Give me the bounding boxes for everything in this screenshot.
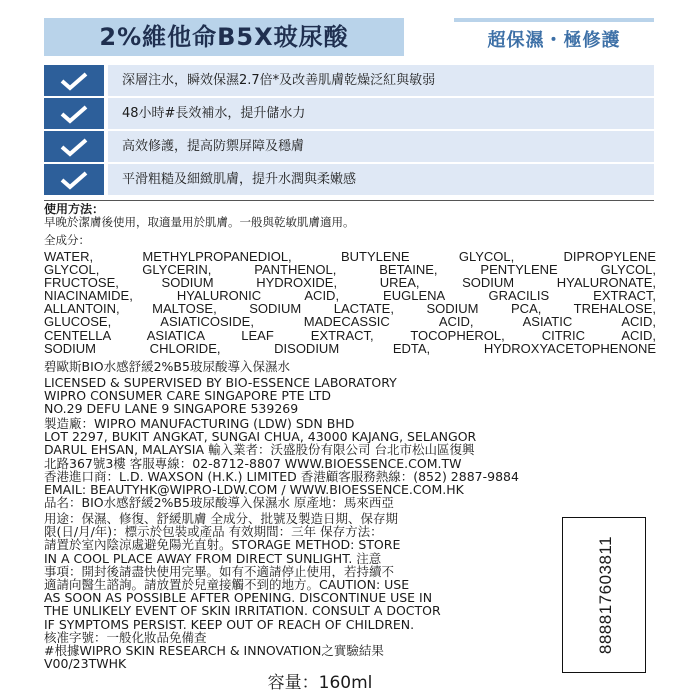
ingredient-line: GLUCOSE, ASIATICOSIDE, MADECASSIC ACID, ASIATIC ACID, — [44, 314, 656, 330]
ingredient-line: NIACINAMIDE, HYALURONIC ACID, EUGLENA GRACILIS EXTRACT, — [44, 288, 656, 304]
header — [44, 18, 656, 58]
research-note: #根據WIPRO SKIN RESEARCH & INNOVATION之實驗結果 — [44, 644, 384, 658]
check-icon — [44, 98, 104, 129]
usage-line: IF SYMPTOMS PERSIST. KEEP OUT OF REACH OF CHILDREN. — [44, 617, 415, 631]
hk-import-line: EMAIL: BEAUTYHK@WIPRO-LDW.COM / WWW.BIOESSENCE.COM.HK — [44, 483, 464, 497]
ingredient-line: FRUCTOSE, SODIUM HYDROXIDE, UREA, SODIUM HYALURONATE, — [44, 275, 656, 291]
version-code: V00/23TWHK — [44, 657, 127, 671]
ingredient-line: WATER, METHYLPROPANEDIOL, BUTYLENE GLYCOL, DIPROPYLENE — [44, 249, 656, 264]
volume-text: 容量：160ml — [267, 673, 373, 693]
usage-line: 限(日/月/年)：標示於包裝或產品 有效期間：三年 保存方法： — [44, 525, 383, 539]
benefit-item — [44, 65, 654, 96]
benefit-list — [44, 65, 654, 197]
usage-line: 請置於室內陰涼處避免陽光直射。STORAGE METHOD: STORE — [44, 538, 401, 552]
check-icon — [44, 164, 104, 195]
usage-line: AS SOON AS POSSIBLE AFTER OPENING. DISCONTINUE USE IN — [44, 591, 433, 605]
usage-line: IN A COOL PLACE AWAY FROM DIRECT SUNLIGHT. 注意 — [44, 551, 382, 565]
check-icon — [44, 65, 104, 96]
volume — [44, 668, 656, 693]
barcode-number: 888817603811 — [596, 535, 615, 655]
approval-line: 核准字號：一般化妝品免備查 — [44, 630, 207, 645]
ingredients-list — [44, 250, 656, 355]
benefit-text: 高效修護，提高防禦屏障及穩膚 — [108, 131, 654, 162]
benefit-item — [44, 131, 654, 162]
manufacturer-line: 製造廠：WIPRO MANUFACTURING (LDW) SDN BHD — [44, 417, 355, 431]
license-line: WIPRO CONSUMER CARE SINGAPORE PTE LTD — [44, 389, 331, 403]
hk-import-line: 香港進口商：L.D. WAXSON (H.K.) LIMITED 香港顧客服務熱線：(852) 2887-9884 — [44, 470, 519, 484]
title-name: 維他命B5X玻尿酸 — [142, 23, 349, 51]
ingredient-line: SODIUM CHLORIDE, DISODIUM EDTA, HYDROXYACETOPHENONE — [44, 340, 656, 356]
benefit-item — [44, 164, 654, 195]
product-title — [44, 18, 404, 56]
usage-line: THE UNLIKELY EVENT OF SKIN IRRITATION. CONSULT A DOCTOR — [44, 604, 441, 618]
product-name: 碧歐斯BIO水感舒緩2%B5玻尿酸導入保濕水 — [44, 360, 290, 374]
title-percent: 2% — [99, 23, 143, 51]
usage-line: 用途：保濕、修復、舒緩肌膚 全成分、批號及製造日期、保存期 — [44, 512, 398, 526]
divider — [44, 200, 654, 201]
usage-text: 早晚於潔膚後使用，取適量用於肌膚。一般與乾敏肌膚適用。 — [44, 216, 355, 229]
license-block — [44, 376, 656, 416]
usage-line: 事項：開封後請盡快使用完畢。如有不適請停止使用，若持續不 — [44, 564, 395, 579]
license-line: LICENSED & SUPERVISED BY BIO-ESSENCE LABORATORY — [44, 376, 397, 390]
manufacturer-line: LOT 2297, BUKIT ANGKAT, SUNGAI CHUA, 43000 KAJANG, SELANGOR — [44, 430, 477, 444]
ingredient-line: ALLANTOIN, MALTOSE, SODIUM LACTATE, SODIUM PCA, TREHALOSE, — [44, 301, 656, 317]
license-line: NO.29 DEFU LANE 9 SINGAPORE 539269 — [44, 402, 299, 416]
benefit-text: 平滑粗糙及細緻肌膚，提升水潤與柔嫩感 — [108, 164, 654, 195]
benefit-text: 48小時#長效補水，提升儲水力 — [108, 98, 654, 129]
usage-line: 適請向醫生諮詢。請放置於兒童接觸不到的地方。CAUTION: USE — [44, 578, 410, 592]
product-subtitle: 超保濕・極修護 — [454, 18, 654, 56]
benefit-item — [44, 98, 654, 129]
manufacturer-line: 北路367號3樓 客服專線：02-8712-8807 WWW.BIOESSENCE.COM.TW — [44, 456, 462, 470]
check-icon — [44, 131, 104, 162]
ingredients-label: 全成分： — [44, 234, 90, 247]
manufacturer-line: DARUL EHSAN, MALAYSIA 輸入業者：沃盛股份有限公司 台北市松山區復興 — [44, 443, 475, 457]
hk-import-block — [44, 470, 656, 510]
hk-import-line: 品名：BIO水感舒緩2%B5玻尿酸導入保濕水 原產地：馬來西亞 — [44, 496, 394, 510]
ingredient-line: GLYCOL, GLYCERIN, PANTHENOL, BETAINE, PENTYLENE GLYCOL, — [44, 262, 656, 278]
usage-label-text: 使用方法： — [44, 203, 105, 216]
usage-block — [44, 512, 552, 670]
usage-label — [44, 203, 656, 216]
manufacturer-block — [44, 417, 656, 470]
ingredient-line: CENTELLA ASIATICA LEAF EXTRACT, TOCOPHEROL, CITRIC ACID, — [44, 327, 656, 343]
benefit-text: 深層注水，瞬效保濕2.7倍*及改善肌膚乾燥泛紅與敏弱 — [108, 65, 654, 96]
